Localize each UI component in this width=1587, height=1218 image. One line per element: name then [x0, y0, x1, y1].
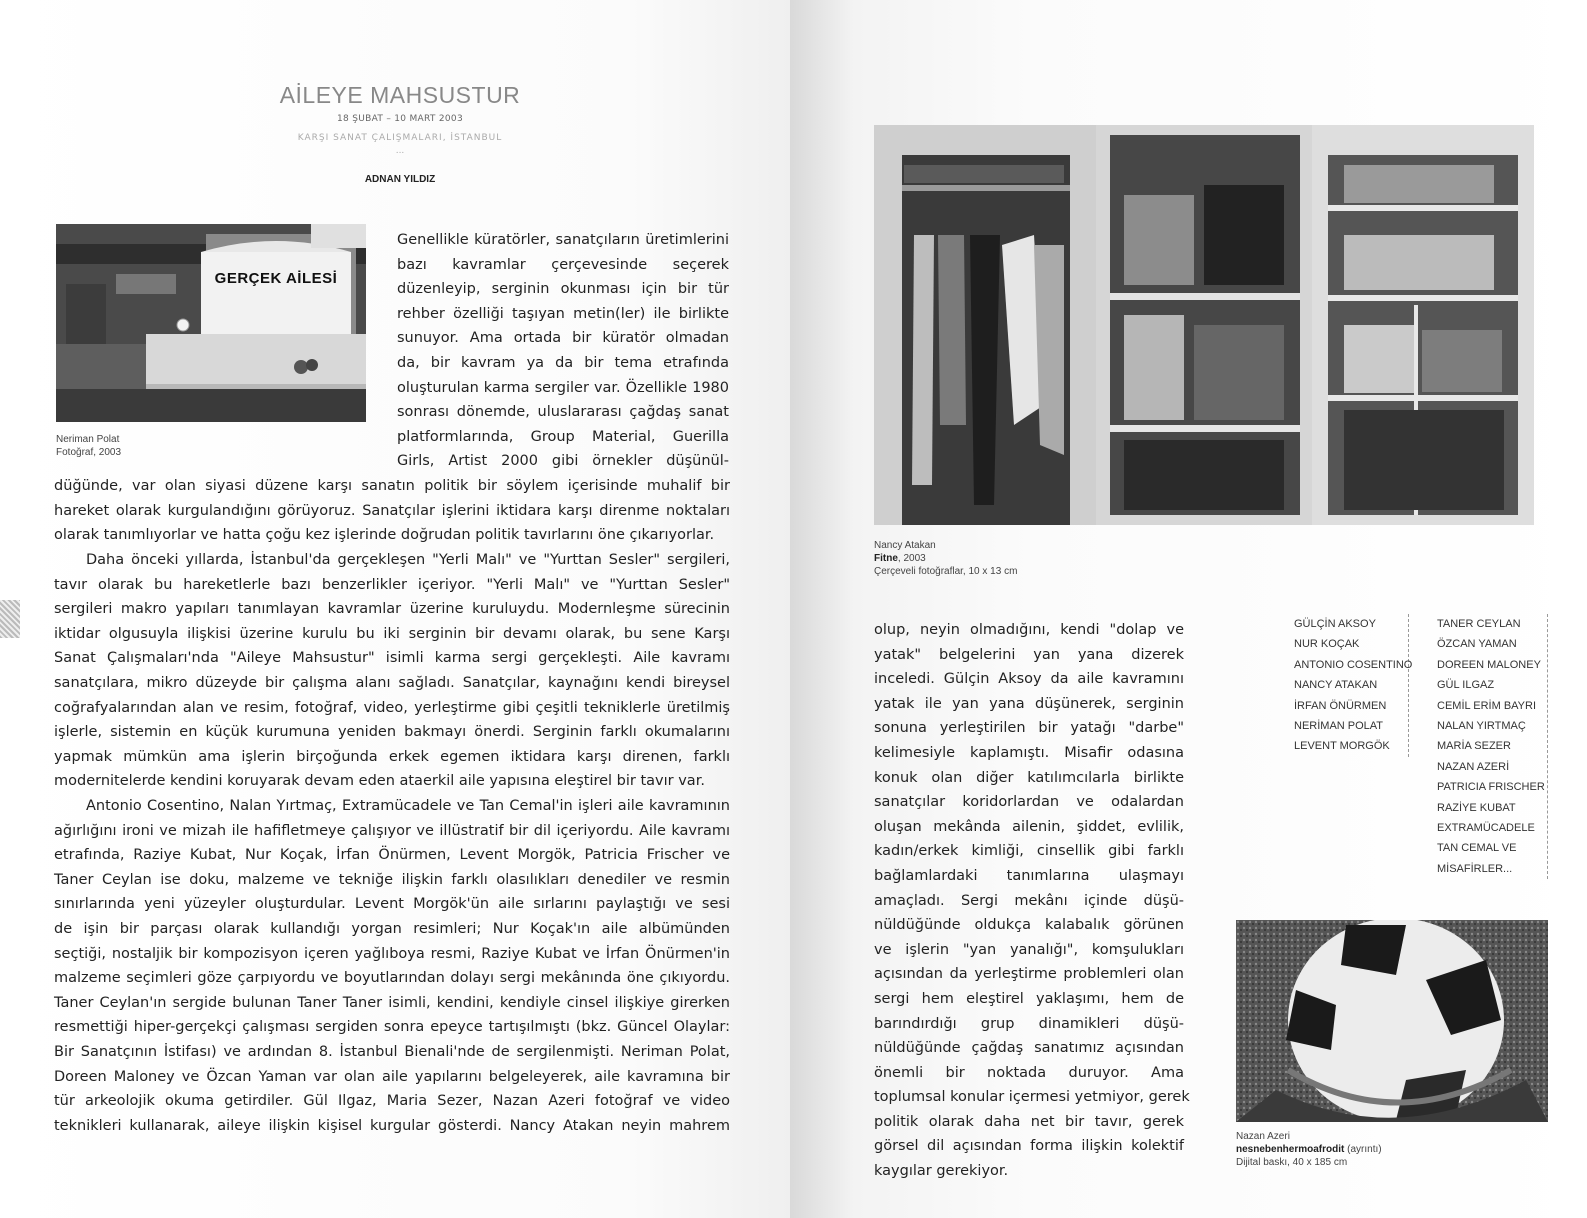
- artist-name: ÖZCAN YAMAN: [1437, 638, 1517, 651]
- photo-ball-graphic: [1236, 920, 1548, 1122]
- text-line: olarak tanımlıyorlar ve hatta çoğu kez işlerinde doğrudan politik tavırlarını öne çıkarıyorlar.: [54, 527, 715, 544]
- caption-artist: Nancy Atakan: [874, 540, 936, 551]
- text-line: toplumsal konular içermesi yetmiyor, gerek: [874, 1089, 1190, 1106]
- artist-name: MARİA SEZER: [1437, 740, 1511, 753]
- artist-name: RAZİYE KUBAT: [1437, 801, 1516, 814]
- caption-title: Fitne: [874, 553, 898, 564]
- intro-text: [397, 228, 729, 474]
- text-line: kadın/erkek kimliği, cinsellik gibi farklı: [874, 843, 1184, 860]
- header-separator: ...: [395, 146, 405, 156]
- text-line: Doreen Maloney ve Özcan Yaman var olan aile yapılarını belgeleyerek, aile kavramına bir: [54, 1068, 730, 1085]
- sign-text: GERÇEK AİLESİ: [214, 270, 338, 287]
- text-line: da, bir kavram ya da bir tema etrafında: [397, 354, 729, 371]
- artist-name: TAN CEMAL VE: [1437, 842, 1517, 855]
- photo-fitne-closet: [874, 125, 1534, 525]
- artist-name: TANER CEYLAN: [1437, 618, 1521, 630]
- text-line: etrafında, Raziye Kubat, Nur Koçak, İrfan Önürmen, Levent Morgök, Patricia Frischer ve: [54, 847, 730, 864]
- text-line: oluşan mekânda ailenin, şiddet, evlilik,: [874, 818, 1184, 835]
- photo-caption-azeri: [1236, 1130, 1382, 1169]
- text-line: modernitelerde kendini koruyarak devam eden ataerkil aile yapısına eleştirel bir tavır var.: [54, 773, 705, 790]
- artist-name: GÜL ILGAZ: [1437, 679, 1495, 692]
- exhibition-dates: 18 ŞUBAT – 10 MART 2003: [337, 114, 463, 124]
- text-line: kelimesiyle kaplamıştı. Misafir odasına: [874, 744, 1184, 761]
- text-line: Sanat Çalışmaları'nda "Aileye Mahsustur" isimli karma sergi gerçekleşti. Aile kavramı: [54, 650, 730, 667]
- article-title: AİLEYE MAHSUSTUR: [279, 82, 521, 108]
- text-line: hareket olarak kurgulandığını görüyoruz. Sanatçılar işlerini iktidara karşı direnme noktaları: [54, 502, 730, 519]
- photo-caption-atakan: [874, 539, 1017, 578]
- text-line: kaygılar gerekiyor.: [874, 1163, 1009, 1180]
- text-line: bazı kavramlar çerçevesinde seçerek: [397, 256, 729, 273]
- caption-detail: Dijital baskı, 40 x 185 cm: [1236, 1157, 1348, 1168]
- text-line: sergileri makro yapıları tanımlayan kavramlar üzerine kuruluydu. Modernleşme sürecinin: [54, 601, 730, 618]
- text-line: platformlarında, Group Material, Guerilla: [397, 428, 729, 445]
- caption-note: (ayrıntı): [1344, 1144, 1382, 1155]
- text-line: Daha önceki yıllarda, İstanbul'da gerçekleşen "Yerli Malı" ve "Yurttan Sesler" sergileri,: [86, 552, 730, 568]
- text-line: Taner Ceylan'ın sergide bulunan Taner Taner isimli, kendini, kendiyle cinsel ilişkiye girerken: [54, 994, 730, 1011]
- text-line: açısından da yerleştirme problemleri olan: [874, 966, 1184, 983]
- photo-gercek-ailesi-graphic: [56, 224, 366, 422]
- caption-title: nesnebenhermoafrodit: [1236, 1144, 1345, 1155]
- artist-name: NERİMAN POLAT: [1294, 720, 1384, 733]
- text-line: malzeme seçimleri göze çarpıyordu ve boyutlarından dolayı sergi mekânında öne çıkıyordu.: [54, 970, 730, 987]
- caption-artist: Nazan Azeri: [1236, 1131, 1290, 1142]
- text-line: konuk olan diğer katılımcılarla birlikte: [874, 769, 1184, 786]
- text-line: coğrafyalarından alan ve resim, fotoğraf, video, yerleştirme gibi çeşitli tekniklerle üretilmiş: [54, 699, 730, 716]
- text-line: işlerle, sistemin en küçük kurumuna yeniden bakmayı önerdi. Serginin farklı okumalarını: [54, 724, 730, 741]
- text-line: olup, neyin olmadığını, kendi "dolap ve: [874, 622, 1184, 638]
- text-line: düğünde, var olan siyasi düzene karşı sanatın politik bir söylem içerisinde muhalif bir: [54, 478, 730, 494]
- artist-name: LEVENT MORGÖK: [1294, 740, 1390, 753]
- text-line: bağlamlardaki tanımlarına ulaşmayı: [874, 867, 1184, 884]
- text-line: iktidar olgusuyla ilişkisi üzerine kurulu bu iki serginin bir devamı olarak, bu sene Karşı: [54, 625, 730, 642]
- text-line: ağırlığını ironi ve mizah ile hafifletmeye çalışıyor ve illüstratif bir dil içeriyordu. Aile kavramı: [54, 822, 730, 839]
- text-line: yatak ile yan yana düşünerek, serginin: [874, 695, 1184, 712]
- right-column-text: [874, 618, 1190, 1184]
- text-line: yapmak mümkün ama işlerin birçoğunda erkek egemen iktidara karşı direnen, farklı: [54, 748, 730, 765]
- photo-caption-polat: [56, 433, 121, 459]
- artist-name: NUR KOÇAK: [1294, 638, 1360, 651]
- article-author: ADNAN YILDIZ: [364, 174, 436, 185]
- text-line: tür arkeolojik okuma getirdiler. Gül Ilgaz, Maria Sezer, Nazan Azeri fotoğraf ve video: [54, 1093, 730, 1110]
- text-line: nüldüğünde çağdaş sanatımız açısından: [874, 1040, 1184, 1057]
- paragraph-2: [54, 548, 730, 794]
- text-line: Taner Ceylan ise doku, malzeme ve tekniğe ilişkin farklı olasılıkları denediler ve resmin: [54, 871, 730, 888]
- caption-work: Fotoğraf, 2003: [56, 447, 122, 458]
- text-line: Girls, Artist 2000 gibi örnekler düşünül-: [397, 453, 729, 470]
- text-line: Antonio Cosentino, Nalan Yırtmaç, Extramücadele ve Tan Cemal'in işleri aile kavramının: [86, 798, 730, 814]
- artist-name: NAZAN AZERİ: [1437, 760, 1510, 773]
- text-line: inceledi. Gülçin Aksoy da aile kavramını: [874, 671, 1184, 688]
- text-line: sonrası dönemde, uluslararası çağdaş sanat: [397, 404, 729, 421]
- text-line: amaçladı. Sergi mekânı içinde düşü-: [874, 892, 1184, 909]
- text-line: nüldüğünde oldukça kalabalık görünen: [874, 917, 1184, 934]
- text-line: sanatçılara, mikro düzeyde bir çalışma alanı sağladı. Sanatçılar, kaynağını kendi bireysel: [54, 674, 730, 691]
- text-line: resmettiği hiper-gerçekçi çalışması sergiden sonra epeyce tartışılmıştı (bkz. Güncel Olaylar:: [54, 1019, 730, 1036]
- text-line: sınırlarında yeni yüzeyler oluşturdular. Levent Morgök'ün aile sırlarını paylaştığı ve sesi: [54, 896, 730, 913]
- artist-name: DOREEN MALONEY: [1437, 658, 1541, 671]
- artists-list-1: [1294, 614, 1413, 757]
- photo-fitne-graphic: [874, 125, 1534, 525]
- photo-gercek-ailesi: [56, 224, 366, 422]
- caption-detail: Çerçeveli fotoğraflar, 10 x 13 cm: [874, 566, 1018, 577]
- text-line: görsel dil açısından forma ilişkin kolektif: [874, 1138, 1184, 1155]
- artist-name: ANTONIO COSENTINO: [1294, 658, 1413, 671]
- text-line: Bir Sanatçının İstifası) ve ardından 8. İstanbul Bienali'nde de sergilenmişti. Neriman Polat,: [54, 1043, 730, 1060]
- artist-name: İRFAN ÖNÜRMEN: [1294, 699, 1387, 712]
- text-line: yatak" belgelerini yan yana dizerek: [874, 646, 1184, 663]
- artist-name: NANCY ATAKAN: [1294, 679, 1378, 692]
- artist-name: EXTRAMÜCADELE: [1437, 822, 1535, 835]
- text-line: ve işlerin "yan yanalığı", komşulukları: [874, 941, 1184, 958]
- text-line: tavır olarak bu hareketlerle bazı benzerlikler içeriyor. "Yerli Malı" ve "Yurttan Sesler": [54, 576, 730, 593]
- text-line: de işin bir parçası olarak kullandığı yorgan resimleri; Nur Koçak'ın aile albümünden: [54, 920, 730, 937]
- text-line: sergi hem eleştirel yaklaşımı, hem de: [874, 990, 1184, 1007]
- text-line: Genellikle küratörler, sanatçıların üretimlerini: [397, 232, 729, 248]
- text-line: sunuyor. Ama ortada bir küratör olmadan: [397, 330, 729, 347]
- text-line: sonuna yerleştirilen bir yatağı "darbe": [874, 720, 1184, 737]
- text-line: teknikleri kullanarak, aileye ilişkin kişisel kurgular gösterdi. Nancy Atakan neyin mahrem: [54, 1117, 730, 1134]
- text-line: rehber özelliği taşıyan metin(ler) ile birlikte: [397, 305, 729, 322]
- artist-name: MİSAFİRLER...: [1437, 862, 1513, 875]
- scan-edge-mark: [0, 600, 20, 638]
- caption-year: , 2003: [897, 553, 926, 564]
- paragraph-1: [54, 474, 730, 548]
- photo-nesnebenhermoafrodit: [1236, 920, 1548, 1122]
- paragraph-3: [54, 794, 730, 1138]
- text-line: seçtiği, nostaljik bir kompozisyon içeren yağlıboya resmi, Raziye Kubat ve İrfan Önürmen'in: [54, 945, 730, 962]
- artist-name: GÜLÇİN AKSOY: [1294, 618, 1376, 630]
- text-line: sanatçılar koridorlardan ve odalardan: [874, 794, 1184, 811]
- text-line: düzenleyip, serginin okunması için bir tür: [397, 281, 729, 298]
- artists-list-2: [1437, 614, 1548, 879]
- exhibition-venue: KARŞI SANAT ÇALIŞMALARI, İSTANBUL: [297, 133, 503, 143]
- artist-name: NALAN YIRTMAÇ: [1437, 720, 1526, 733]
- text-line: politik olarak daha net bir tavır, gerek: [874, 1113, 1184, 1130]
- artist-name: PATRICIA FRISCHER: [1437, 781, 1545, 794]
- caption-artist: Neriman Polat: [56, 434, 120, 445]
- right-page: [790, 0, 1587, 1218]
- artist-name: CEMİL ERİM BAYRI: [1437, 699, 1537, 712]
- text-line: önemli bir noktada duruyor. Ama: [874, 1064, 1184, 1081]
- left-page: [0, 0, 790, 1218]
- text-line: oluşturulan karma sergiler var. Özellikle 1980: [397, 379, 729, 396]
- text-line: barındırdığı grup dinamikleri düşü-: [874, 1015, 1184, 1032]
